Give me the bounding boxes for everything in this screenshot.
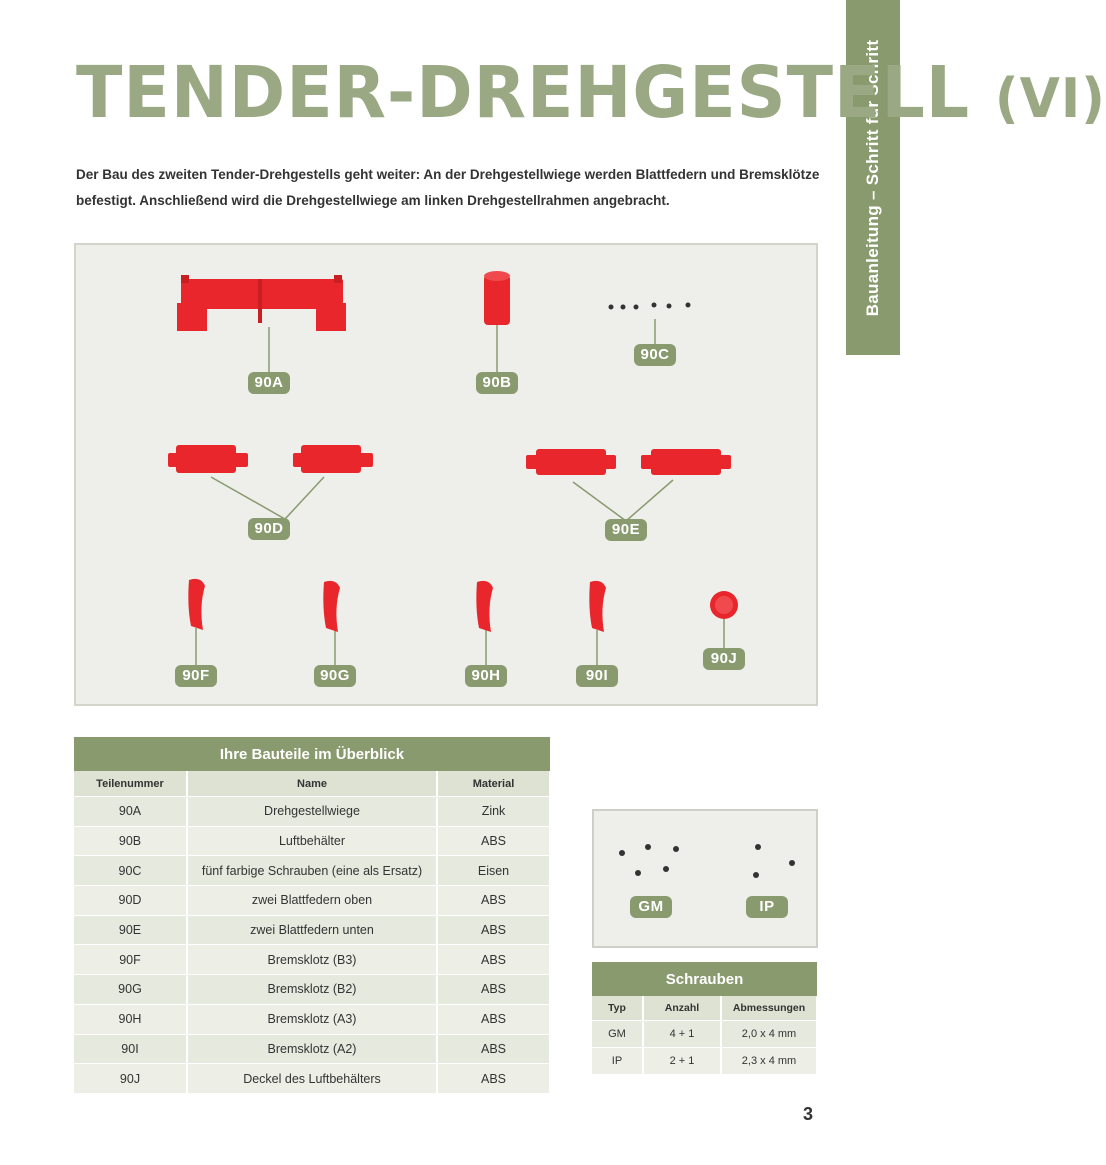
intro-text: Der Bau des zweiten Tender-Drehgestells geht weiter: An der Drehgestellwiege werden Blattfedern und Bremsklötze befestigt. Anschließend wird die Drehgestellwiege am linken Drehgestellrahmen angebracht. bbox=[76, 167, 820, 208]
title-main: TENDER-DREHGESTELL bbox=[76, 52, 971, 135]
cell-part-number: 90A bbox=[74, 797, 187, 827]
col-header-name: Name bbox=[187, 771, 437, 797]
page-number: 3 bbox=[803, 1104, 814, 1124]
part-label-90h: 90H bbox=[465, 665, 507, 687]
cell-part-number: 90F bbox=[74, 945, 187, 975]
screws-table bbox=[592, 962, 818, 1074]
col-header-count: Anzahl bbox=[643, 996, 721, 1021]
cell-name: zwei Blattfedern oben bbox=[187, 886, 437, 916]
table-row bbox=[74, 1034, 550, 1064]
cell-dimensions: 2,3 x 4 mm bbox=[721, 1048, 817, 1075]
screw-label-ip: IP bbox=[746, 896, 788, 918]
cell-type: GM bbox=[592, 1021, 643, 1048]
cell-material: ABS bbox=[437, 975, 550, 1005]
col-header-dimensions: Abmessungen bbox=[721, 996, 817, 1021]
part-label-90d: 90D bbox=[248, 518, 290, 540]
cell-material: Eisen bbox=[437, 856, 550, 886]
table-row bbox=[74, 915, 550, 945]
cell-count: 2 + 1 bbox=[643, 1048, 721, 1075]
table-row bbox=[74, 945, 550, 975]
table-row bbox=[74, 856, 550, 886]
screw-label-gm: GM bbox=[630, 896, 672, 918]
cell-part-number: 90D bbox=[74, 886, 187, 916]
part-90c-icon bbox=[609, 303, 691, 310]
cell-name: zwei Blattfedern unten bbox=[187, 915, 437, 945]
part-90d-icon bbox=[168, 445, 373, 473]
cell-material: Zink bbox=[437, 797, 550, 827]
screws-table-title: Schrauben bbox=[592, 962, 817, 996]
part-label-90f: 90F bbox=[175, 665, 217, 687]
cell-part-number: 90H bbox=[74, 1004, 187, 1034]
table-row bbox=[74, 1064, 550, 1093]
cell-part-number: 90I bbox=[74, 1034, 187, 1064]
cell-material: ABS bbox=[437, 915, 550, 945]
part-label-90g: 90G bbox=[314, 665, 356, 687]
cell-part-number: 90B bbox=[74, 826, 187, 856]
col-header-part-number: Teilenummer bbox=[74, 771, 187, 797]
col-header-material: Material bbox=[437, 771, 550, 797]
part-label-90e: 90E bbox=[605, 519, 647, 541]
parts-illustration bbox=[76, 245, 816, 704]
cell-part-number: 90G bbox=[74, 975, 187, 1005]
table-row bbox=[592, 1048, 817, 1075]
part-90b-icon bbox=[484, 271, 510, 325]
title-sub: (VI) bbox=[994, 67, 1106, 131]
table-row bbox=[74, 975, 550, 1005]
cell-part-number: 90C bbox=[74, 856, 187, 886]
cell-dimensions: 2,0 x 4 mm bbox=[721, 1021, 817, 1048]
cell-name: Drehgestellwiege bbox=[187, 797, 437, 827]
cell-type: IP bbox=[592, 1048, 643, 1075]
parts-overview-table bbox=[74, 737, 551, 1093]
screws-photo bbox=[592, 809, 818, 948]
parts-photo bbox=[74, 243, 818, 706]
cell-material: ABS bbox=[437, 826, 550, 856]
cell-material: ABS bbox=[437, 945, 550, 975]
brake-blocks-icon bbox=[188, 579, 606, 632]
cell-part-number: 90E bbox=[74, 915, 187, 945]
part-90e-icon bbox=[526, 449, 731, 475]
cell-material: ABS bbox=[437, 1064, 550, 1093]
part-label-90i: 90I bbox=[576, 665, 618, 687]
cell-name: Deckel des Luftbehälters bbox=[187, 1064, 437, 1093]
part-label-90c: 90C bbox=[634, 344, 676, 366]
part-label-90j: 90J bbox=[703, 648, 745, 670]
cell-material: ABS bbox=[437, 1034, 550, 1064]
cell-name: Bremsklotz (B2) bbox=[187, 975, 437, 1005]
cell-material: ABS bbox=[437, 1004, 550, 1034]
part-90j-icon bbox=[710, 591, 738, 619]
cell-name: Bremsklotz (A2) bbox=[187, 1034, 437, 1064]
part-label-90a: 90A bbox=[248, 372, 290, 394]
side-tab-label: Bauanleitung – Schritt für Schritt bbox=[863, 39, 882, 317]
table-row bbox=[74, 826, 550, 856]
part-label-90b: 90B bbox=[476, 372, 518, 394]
parts-table-title: Ihre Bauteile im Überblick bbox=[74, 737, 550, 771]
cell-name: Bremsklotz (A3) bbox=[187, 1004, 437, 1034]
table-row bbox=[592, 1021, 817, 1048]
page-title bbox=[76, 52, 1106, 135]
part-90a-icon bbox=[177, 275, 346, 331]
cell-material: ABS bbox=[437, 886, 550, 916]
col-header-type: Typ bbox=[592, 996, 643, 1021]
cell-name: Bremsklotz (B3) bbox=[187, 945, 437, 975]
cell-name: Luftbehälter bbox=[187, 826, 437, 856]
table-row bbox=[74, 1004, 550, 1034]
screws-illustration bbox=[594, 811, 816, 946]
table-row bbox=[74, 797, 550, 827]
cell-count: 4 + 1 bbox=[643, 1021, 721, 1048]
cell-name: fünf farbige Schrauben (eine als Ersatz) bbox=[187, 856, 437, 886]
table-row bbox=[74, 886, 550, 916]
cell-part-number: 90J bbox=[74, 1064, 187, 1093]
